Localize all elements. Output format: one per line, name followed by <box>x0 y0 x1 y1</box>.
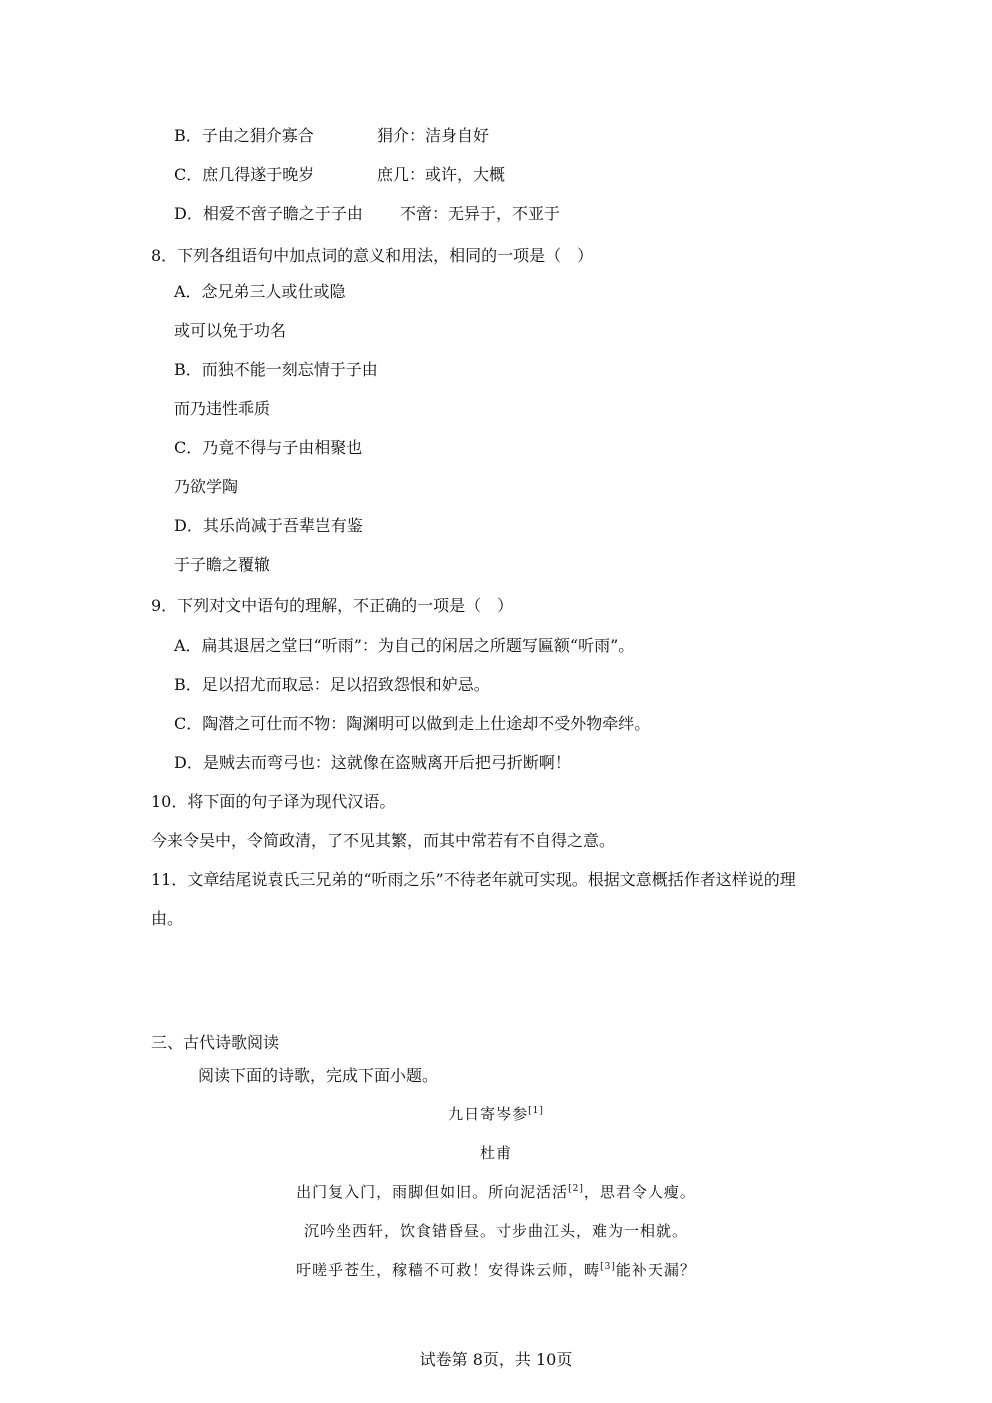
poem-author: 杜甫 <box>479 1144 512 1162</box>
q8-option-c2: 乃欲学陶 <box>174 477 239 496</box>
poem-title-footnote: [1] <box>528 1106 544 1116</box>
q7-option-b-gloss: 狷介：洁身自好 <box>377 126 490 145</box>
poem-line-3 <box>0 1260 992 1280</box>
q7-option-d <box>174 204 561 224</box>
q9-option-b: B．足以招尤而取忌：足以招致怨恨和妒忌。 <box>174 675 490 694</box>
q11-stem-line2: 由。 <box>151 909 184 928</box>
poem-line-3a: 吁嗟乎苍生，稼穑不可救！安得诛云师，畴 <box>296 1261 601 1279</box>
poem-line-1b: ，思君令人瘦。 <box>583 1183 696 1201</box>
poem-line-1 <box>0 1182 992 1202</box>
q7-option-d-text: D．相爱不啻子瞻之于子由 <box>174 204 363 223</box>
q8-option-a1: A．念兄弟三人或仕或隐 <box>174 282 346 301</box>
q10-stem: 10．将下面的句子译为现代汉语。 <box>151 792 396 811</box>
poem-title <box>0 1104 992 1124</box>
page-footer: 试卷第 8页，共 10页 <box>419 1350 573 1369</box>
q7-option-c-text: C．庶几得遂于晚岁 <box>174 165 315 184</box>
q11-stem-line1: 11．文章结尾说袁氏三兄弟的“听雨之乐”不待老年就可实现。根据文意概括作者这样说的理 <box>151 870 796 889</box>
section3-title: 三、古代诗歌阅读 <box>151 1033 280 1052</box>
q7-option-b-text: B．子由之狷介寡合 <box>174 126 314 145</box>
q9-option-d: D．是贼去而弯弓也：这就像在盗贼离开后把弓折断啊！ <box>174 753 571 772</box>
poem-line-2: 沉吟坐西轩，饮食错昏昼。寸步曲江头，难为一相就。 <box>303 1222 688 1240</box>
q7-option-d-gloss: 不啻：无异于，不亚于 <box>400 204 561 223</box>
q7-option-c-gloss: 庶几：或许，大概 <box>377 165 506 184</box>
q8-stem: 8．下列各组语句中加点词的意义和用法，相同的一项是（ ） <box>151 246 594 265</box>
q8-option-b2: 而乃违性乖质 <box>174 399 271 418</box>
poem-line-1-footnote: [2] <box>568 1184 584 1194</box>
q8-option-d1: D．其乐尚减于吾辈岂有鉴 <box>174 516 363 535</box>
q10-sentence: 今来令吴中，令简政清，了不见其繁，而其中常若有不自得之意。 <box>151 831 616 850</box>
q9-option-c: C．陶潜之可仕而不物：陶渊明可以做到走上仕途却不受外物牵绊。 <box>174 714 651 733</box>
poem-title-text: 九日寄岑参 <box>448 1105 529 1123</box>
q8-option-b1: B．而独不能一刻忘情于子由 <box>174 360 378 379</box>
poem-line-1a: 出门复入门，雨脚但如旧。所向泥活活 <box>296 1183 569 1201</box>
q8-option-c1: C．乃竟不得与子由相聚也 <box>174 438 363 457</box>
poem-line-3b: 能补天漏？ <box>615 1261 696 1279</box>
q8-option-d2: 于子瞻之覆辙 <box>174 555 271 574</box>
q9-option-a: A．扁其退居之堂曰“听雨”：为自己的闲居之所题写匾额“听雨”。 <box>174 636 635 655</box>
section3-instruction: 阅读下面的诗歌，完成下面小题。 <box>198 1066 439 1085</box>
q9-stem: 9．下列对文中语句的理解，不正确的一项是（ ） <box>151 596 514 615</box>
q8-option-a2: 或可以免于功名 <box>174 321 287 340</box>
q7-option-c <box>174 165 506 185</box>
poem-line-3-footnote: [3] <box>600 1262 616 1272</box>
q7-option-b <box>174 126 490 146</box>
